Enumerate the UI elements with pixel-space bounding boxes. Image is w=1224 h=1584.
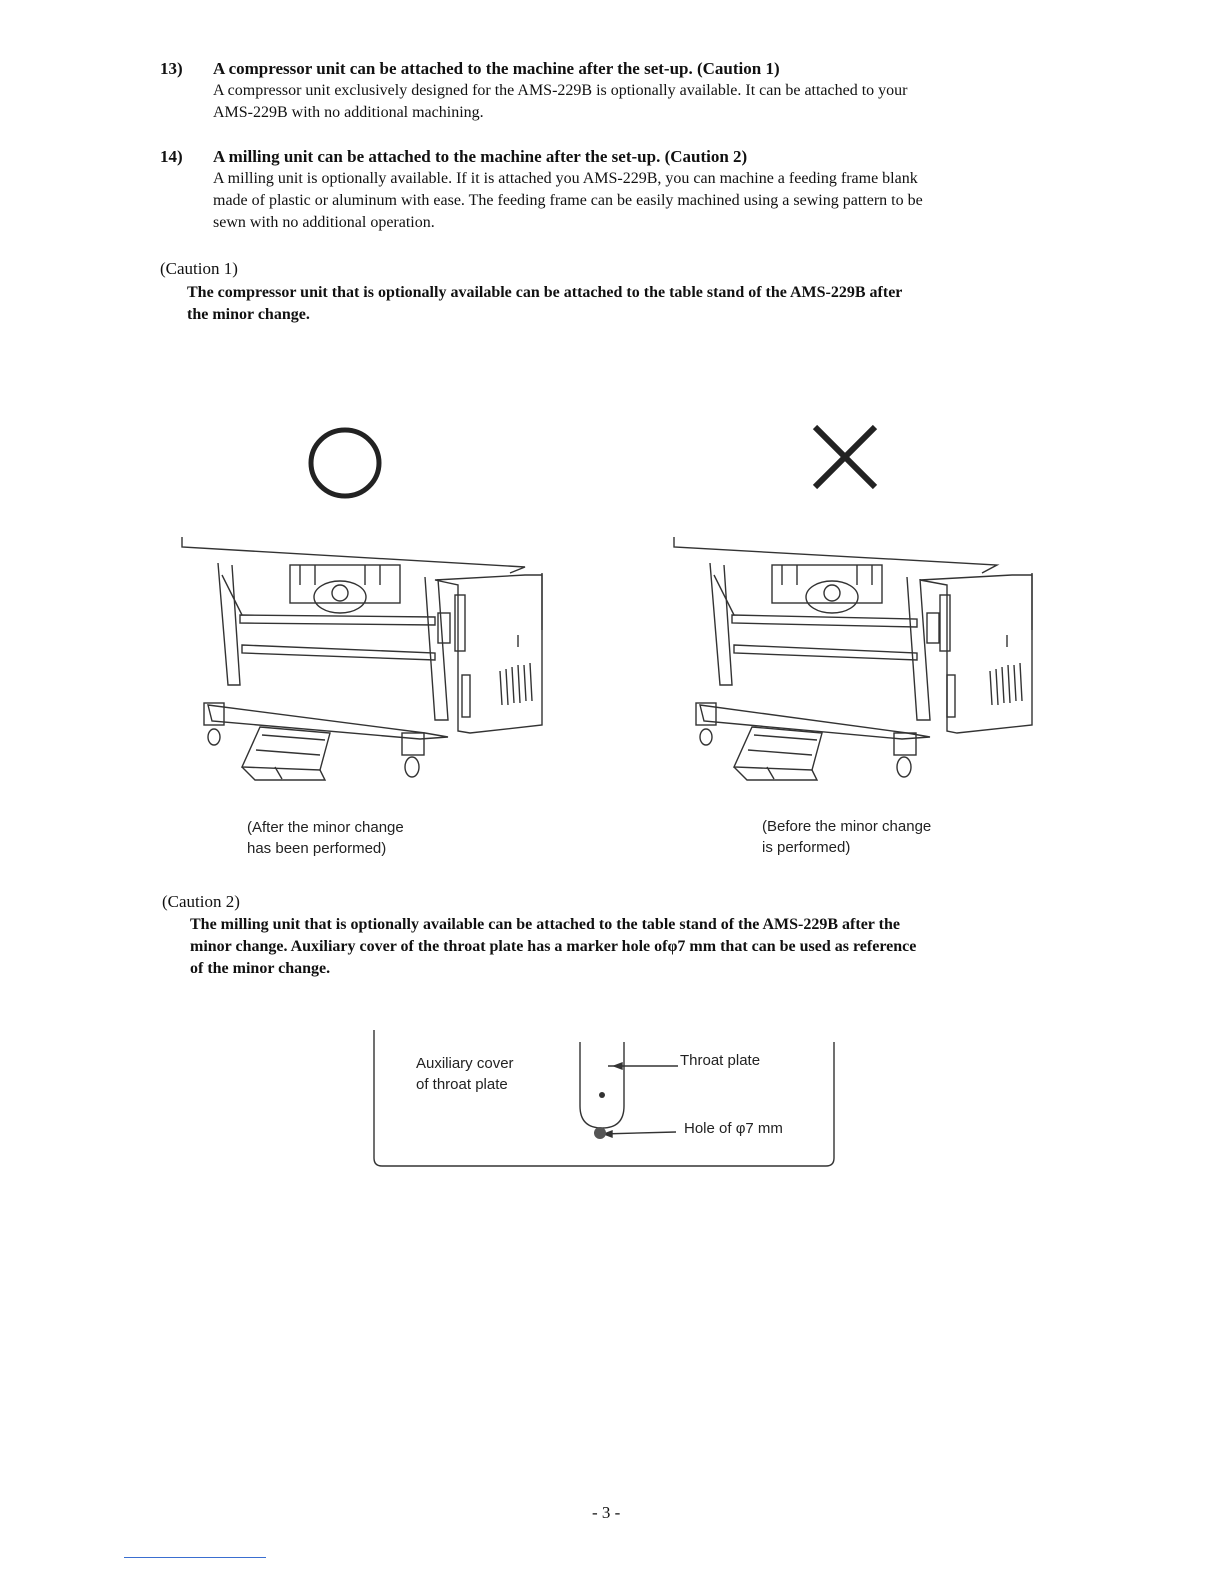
page-number: - 3 -	[592, 1503, 621, 1522]
caption-line: (Before the minor change	[762, 818, 932, 835]
item-14-number: 14)	[160, 147, 183, 166]
item-13-number: 13)	[160, 59, 183, 78]
table-stand-after-illustration	[180, 535, 555, 785]
caution-2-body-line: of the minor change.	[190, 960, 331, 977]
figure-right-caption	[762, 816, 931, 858]
cross-mark-icon	[810, 422, 880, 492]
caution-2-body-line: minor change. Auxiliary cover of the throat plate has a marker hole ofφ7 mm that can be used as reference	[190, 938, 917, 955]
caution-1-title: (Caution 1)	[160, 259, 238, 278]
circle-mark-icon	[305, 425, 385, 501]
hole-label: Hole of φ7 mm	[684, 1120, 783, 1137]
caption-line: has been performed)	[247, 840, 387, 857]
throat-plate-diagram-box	[370, 1028, 840, 1170]
item-13-body	[213, 80, 908, 124]
caution-1-body	[187, 282, 902, 326]
caution-1-body-line: The compressor unit that is optionally available can be attached to the table stand of the AMS-229B after	[187, 284, 903, 301]
item-13-heading: A compressor unit can be attached to the machine after the set-up. (Caution 1)	[213, 59, 780, 78]
aux-cover-label-line: of throat plate	[416, 1076, 508, 1093]
caution-1-body-line: the minor change.	[187, 306, 310, 323]
table-stand-before-illustration	[672, 535, 1047, 785]
footer-rule	[124, 1557, 266, 1558]
item-13-body-line: AMS-229B with no additional machining.	[213, 104, 484, 121]
item-14-body-line: sewn with no additional operation.	[213, 214, 435, 231]
item-14-body-line: A milling unit is optionally available. If it is attached you AMS-229B, you can machine a feeding frame blank	[213, 170, 918, 187]
caution-2-body	[190, 914, 916, 980]
caption-line: is performed)	[762, 839, 851, 856]
caution-2-title: (Caution 2)	[162, 892, 240, 911]
caution-2-body-line: The milling unit that is optionally available can be attached to the table stand of the AMS-229B after the	[190, 916, 900, 933]
throat-plate-label: Throat plate	[680, 1052, 761, 1069]
item-14-body-line: made of plastic or aluminum with ease. The feeding frame can be easily machined using a sewing pattern to be	[213, 192, 923, 209]
item-14-body	[213, 168, 923, 234]
figure-left-caption	[247, 817, 404, 859]
aux-cover-label	[416, 1053, 514, 1095]
item-13-body-line: A compressor unit exclusively designed for the AMS-229B is optionally available. It can be attached to your	[213, 82, 908, 99]
item-14-heading: A milling unit can be attached to the machine after the set-up. (Caution 2)	[213, 147, 748, 166]
aux-cover-label-line: Auxiliary cover	[416, 1055, 514, 1072]
caption-line: (After the minor change	[247, 819, 404, 836]
